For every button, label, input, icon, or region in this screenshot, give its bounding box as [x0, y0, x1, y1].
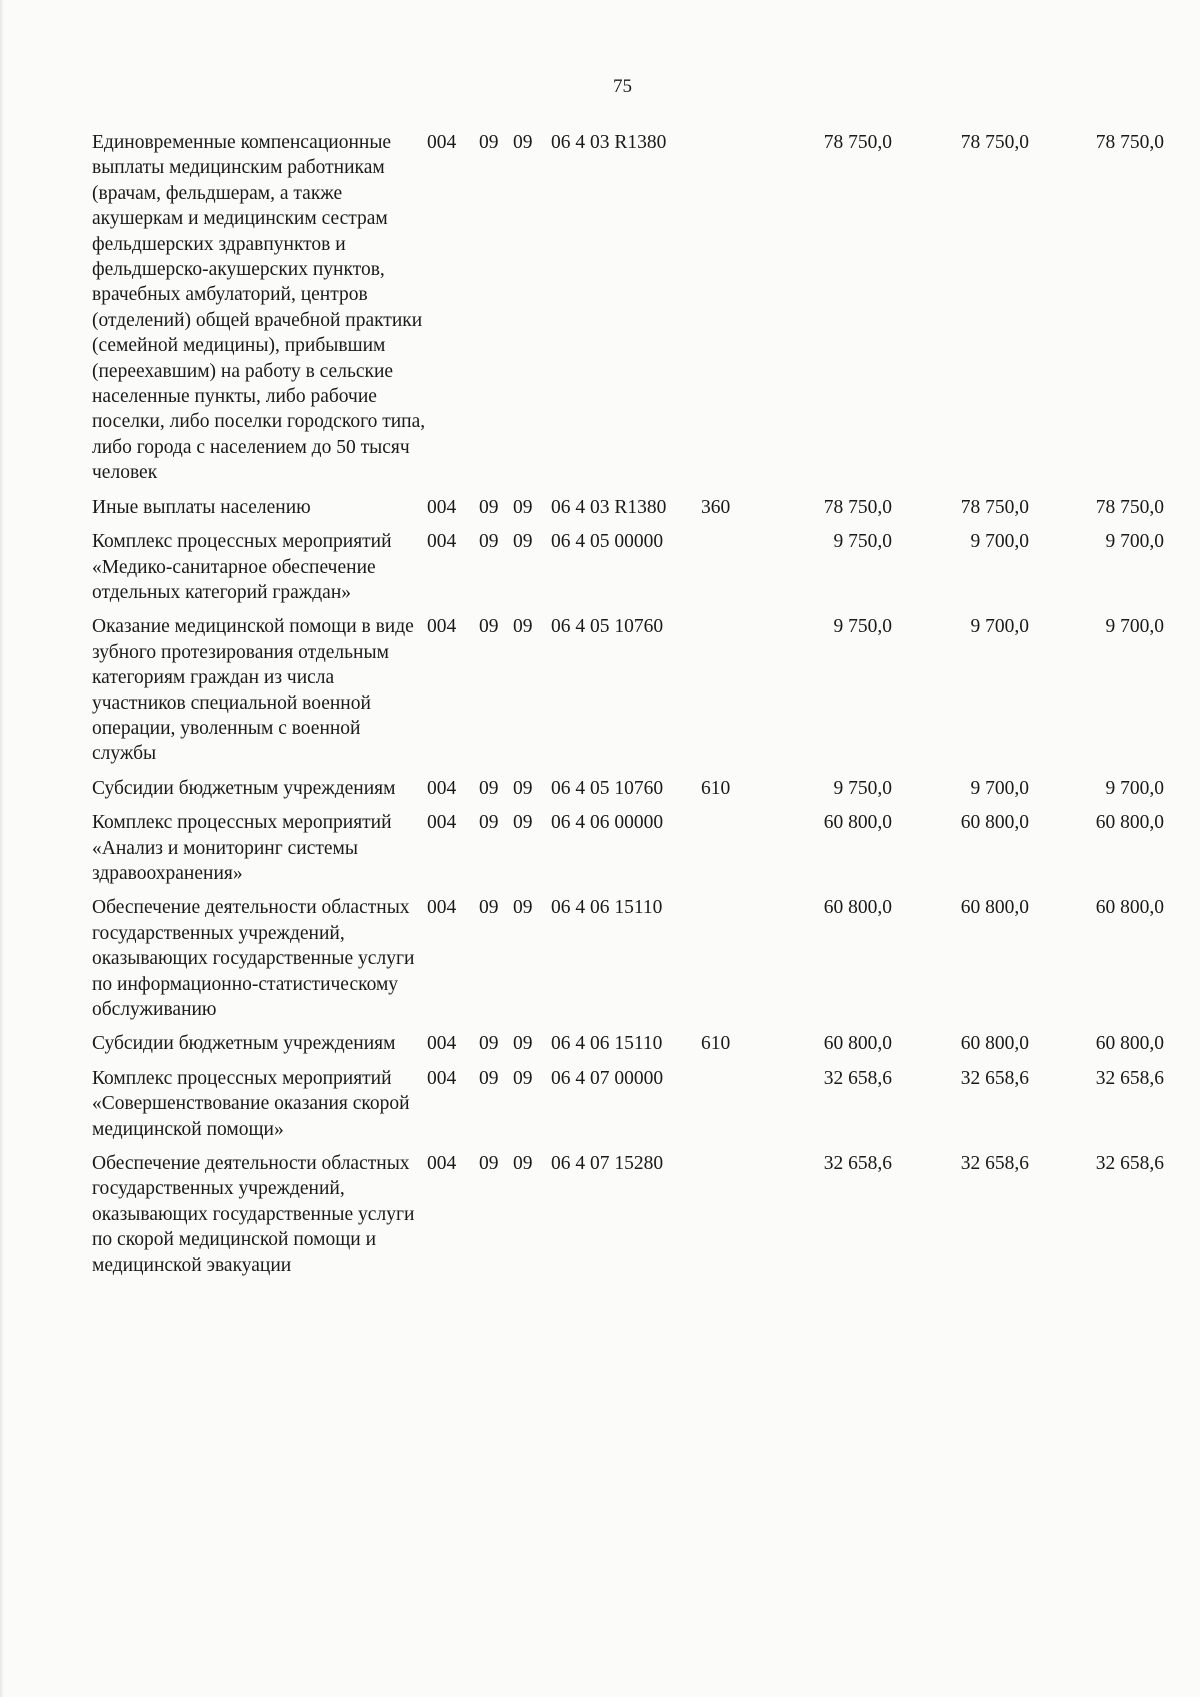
- expense-type-code: [701, 810, 757, 895]
- amount-year-1: 60 800,0: [823, 812, 892, 834]
- amount-year-3: 9 700,0: [1105, 777, 1164, 799]
- amount-year-1: 9 750,0: [833, 531, 892, 553]
- section-code: 09: [479, 812, 499, 834]
- amount-year-1: 32 658,6: [823, 1067, 892, 1089]
- ved-code: 004: [427, 1153, 457, 1175]
- amount-year-3: 32 658,6: [1095, 1067, 1164, 1089]
- row-name: Субсидии бюджетным учреждениям: [92, 777, 396, 799]
- target-article-code: 06 4 05 10760: [551, 777, 664, 799]
- amount-year-2: 32 658,6: [960, 1067, 1029, 1089]
- row-name: Субсидии бюджетным учреждениям: [92, 1033, 396, 1055]
- ved-code: 004: [427, 777, 457, 799]
- ved-code: 004: [427, 812, 457, 834]
- table-row: [92, 895, 1164, 1031]
- expense-type-code: [701, 614, 757, 775]
- amount-year-2: 9 700,0: [970, 616, 1029, 638]
- amount-year-3: 32 658,6: [1095, 1153, 1164, 1175]
- table-row: [92, 130, 1164, 495]
- section-code: 09: [479, 496, 499, 518]
- table-row: [92, 495, 1164, 529]
- amount-year-2: 9 700,0: [970, 531, 1029, 553]
- table-row: [92, 1151, 1164, 1287]
- amount-year-2: 60 800,0: [960, 897, 1029, 919]
- amount-year-3: 78 750,0: [1095, 132, 1164, 153]
- table-row: [92, 776, 1164, 810]
- section-code: 09: [479, 1153, 499, 1175]
- budget-table-body: [92, 130, 1164, 1287]
- table-row: [92, 1066, 1164, 1151]
- amount-year-1: 78 750,0: [823, 132, 892, 153]
- expense-type-code: [701, 1066, 757, 1151]
- ved-code: 004: [427, 616, 457, 638]
- amount-year-2: 78 750,0: [960, 496, 1029, 518]
- row-name: Обеспечение деятельности областных государственных учреждений, оказывающих государственные услуги по информационно-статистическому обслуживанию: [92, 897, 415, 1020]
- ved-code: 004: [427, 531, 457, 553]
- ved-code: 004: [427, 897, 457, 919]
- amount-year-3: 60 800,0: [1095, 1033, 1164, 1055]
- expense-type-code: 610: [701, 1033, 731, 1055]
- amount-year-1: 78 750,0: [823, 496, 892, 518]
- amount-year-1: 32 658,6: [823, 1153, 892, 1175]
- scan-edge: [0, 0, 4, 1697]
- row-name: Обеспечение деятельности областных государственных учреждений, оказывающих государственные услуги по скорой медицинской помощи и медицинской эвакуации: [92, 1153, 415, 1276]
- target-article-code: 06 4 07 00000: [551, 1067, 664, 1089]
- amount-year-2: 78 750,0: [960, 132, 1029, 153]
- target-article-code: 06 4 05 10760: [551, 616, 664, 638]
- amount-year-1: 9 750,0: [833, 616, 892, 638]
- target-article-code: 06 4 03 R1380: [551, 132, 667, 153]
- amount-year-3: 9 700,0: [1105, 616, 1164, 638]
- section-code: 09: [479, 1067, 499, 1089]
- amount-year-3: 60 800,0: [1095, 897, 1164, 919]
- ved-code: 004: [427, 496, 457, 518]
- row-name: Комплекс процессных мероприятий «Медико-санитарное обеспечение отдельных категорий граждан»: [92, 531, 392, 603]
- row-name: Комплекс процессных мероприятий «Совершенствование оказания скорой медицинской помощи»: [92, 1067, 410, 1140]
- subsection-code: 09: [513, 1033, 533, 1055]
- subsection-code: 09: [513, 616, 533, 638]
- section-code: 09: [479, 777, 499, 799]
- amount-year-3: 9 700,0: [1105, 531, 1164, 553]
- amount-year-2: 32 658,6: [960, 1153, 1029, 1175]
- subsection-code: 09: [513, 777, 533, 799]
- target-article-code: 06 4 07 15280: [551, 1153, 664, 1175]
- expense-type-code: [701, 1151, 757, 1287]
- subsection-code: 09: [513, 132, 533, 153]
- amount-year-3: 60 800,0: [1095, 812, 1164, 834]
- section-code: 09: [479, 897, 499, 919]
- section-code: 09: [479, 531, 499, 553]
- section-code: 09: [479, 132, 499, 153]
- ved-code: 004: [427, 1033, 457, 1055]
- target-article-code: 06 4 03 R1380: [551, 496, 667, 518]
- subsection-code: 09: [513, 1067, 533, 1089]
- subsection-code: 09: [513, 897, 533, 919]
- expense-type-code: [701, 895, 757, 1031]
- expense-type-code: 610: [701, 777, 731, 799]
- amount-year-1: 60 800,0: [823, 1033, 892, 1055]
- amount-year-3: 78 750,0: [1095, 496, 1164, 518]
- row-name: Единовременные компенсационные выплаты медицинским работникам (врачам, фельдшерам, а также акушеркам и медицинским сестрам фельдшерских здравпунктов и фельдшерско-акушерских пунктов, врачебных амбулаторий, центров (отделений) общей врачебной практики (семейной медицины), прибывшим (переехавшим) на работу в сельские населенные пункты, либо рабочие поселки, либо поселки городского типа, либо города с населением до 50 тысяч человек: [92, 132, 426, 484]
- target-article-code: 06 4 06 00000: [551, 812, 664, 834]
- page-number: 75: [613, 76, 632, 97]
- amount-year-2: 60 800,0: [960, 1033, 1029, 1055]
- target-article-code: 06 4 06 15110: [551, 897, 663, 919]
- budget-table: [92, 130, 1164, 1287]
- table-row: [92, 529, 1164, 614]
- expense-type-code: [701, 529, 757, 614]
- ved-code: 004: [427, 1067, 457, 1089]
- subsection-code: 09: [513, 496, 533, 518]
- subsection-code: 09: [513, 531, 533, 553]
- subsection-code: 09: [513, 812, 533, 834]
- section-code: 09: [479, 1033, 499, 1055]
- table-row: [92, 1031, 1164, 1065]
- row-name: Иные выплаты населению: [92, 496, 311, 518]
- target-article-code: 06 4 06 15110: [551, 1033, 663, 1055]
- amount-year-1: 60 800,0: [823, 897, 892, 919]
- expense-type-code: [701, 130, 757, 495]
- section-code: 09: [479, 616, 499, 638]
- row-name: Комплекс процессных мероприятий «Анализ и мониторинг системы здравоохранения»: [92, 812, 392, 884]
- subsection-code: 09: [513, 1153, 533, 1175]
- amount-year-2: 60 800,0: [960, 812, 1029, 834]
- target-article-code: 06 4 05 00000: [551, 531, 664, 553]
- ved-code: 004: [427, 132, 457, 153]
- expense-type-code: 360: [701, 496, 731, 518]
- row-name: Оказание медицинской помощи в виде зубного протезирования отдельным категориям граждан из числа участников специальной военной операции, уволенным с военной службы: [92, 616, 414, 765]
- amount-year-1: 9 750,0: [833, 777, 892, 799]
- amount-year-2: 9 700,0: [970, 777, 1029, 799]
- table-row: [92, 810, 1164, 895]
- table-row: [92, 614, 1164, 775]
